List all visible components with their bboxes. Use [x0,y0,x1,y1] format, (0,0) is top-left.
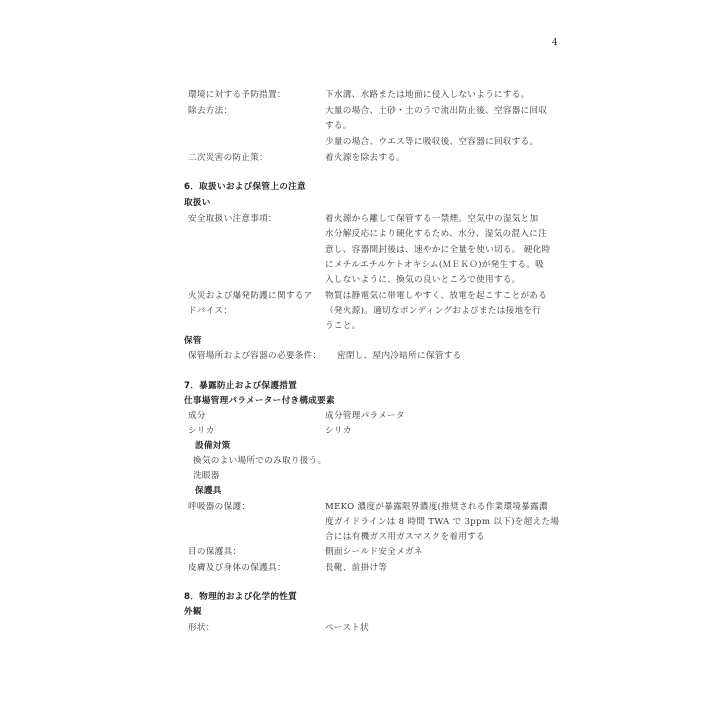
secondary-disaster-label: 二次災害の防止策： [188,153,269,163]
fire-line-1: 物質は静電気に帯電しやすく、放電を起こすことがある [325,291,548,301]
safety-line-3: 意し、容器開封後は、速やかに全量を使い切る。 硬化時 [325,245,551,255]
appearance-title: 外観 [184,607,202,617]
removal-value-1: 大量の場合、土砂・土のうで流出防止後、空容器に回収 [325,106,548,116]
section-6-heading: 6．取扱いおよび保管上の注意 [184,182,306,192]
ppe-title: 保護具 [195,486,222,496]
storage-title: 保管 [184,336,202,346]
storage-value: 密閉し、屋内冷暗所に保管する [337,351,462,361]
skin-protection-value: 長靴、前掛け等 [325,563,388,573]
env-precaution-label: 環境に対する予防措置： [188,90,286,100]
fire-line-3: うこと。 [325,321,361,331]
shape-label: 形状： [188,623,215,633]
removal-value-3: 少量の場合、ウエス等に吸収後、空容器に回収する。 [325,137,539,147]
component-silica: シリカ [188,426,215,436]
respiratory-label: 呼吸器の保護： [188,502,251,512]
respiratory-line-3: 合には有機ガス用ガスマスクを着用する [325,532,485,542]
equipment-text: 換気のよい場所でのみ取り扱う。 [193,456,327,466]
eye-protection-label: 目の保護具： [188,547,242,557]
eye-protection-value: 側面シールド安全メガネ [325,547,423,557]
page-number: 4 [552,38,559,48]
fire-advice-label-2: ドバイス： [188,306,233,316]
section-8-heading: 8．物理的および化学的性質 [184,592,298,602]
safety-line-4: にメチルエチルケトオキシム(ＭＥＫＯ)が発生する。吸 [325,260,545,270]
removal-label: 除去方法： [188,106,233,116]
shape-value: ペースト状 [325,623,370,633]
respiratory-line-2: 度ガイドラインは 8 時間 TWA で 3ppm 以下)を超えた場 [325,517,560,527]
storage-label: 保管場所および容器の必要条件： [188,351,322,361]
secondary-disaster-value: 着火源を除去する。 [325,153,406,163]
control-silica: シリカ [325,426,352,436]
skin-protection-label: 皮膚及び身体の保護具： [188,563,286,573]
handling-title: 取扱い [184,198,211,208]
safety-handling-label: 安全取扱い注意事項： [188,214,277,224]
col-component: 成分 [188,411,206,421]
respiratory-line-1: MEKO 濃度が暴露限界濃度(推奨される作業環境暴露濃 [325,502,548,512]
safety-line-5: 入しないように、換気の良いところで使用する。 [325,275,521,285]
env-precaution-value: 下水溝、水路または地面に侵入しないようにする。 [325,90,530,100]
safety-line-2: 水分解反応により硬化するため、水分、湿気の混入に注 [325,229,548,239]
fire-line-2: （発火源)。適切なボンディングおよびまたは接地を行 [325,306,542,316]
fire-advice-label-1: 火災および爆発防護に関するア [188,291,313,301]
equipment-title: 設備対策 [195,441,231,451]
safety-line-1: 着火源から離して保管する一禁煙。空気中の湿気と加 [325,214,539,224]
section-7-heading: 7．暴露防止および保護措置 [184,381,298,391]
removal-value-2: する。 [325,121,352,131]
eyewash-text: 洗眼器 [193,471,220,481]
params-title: 仕事場管理パラメーター付き構成要素 [184,396,335,406]
col-control-param: 成分管理パラメータ [325,411,405,421]
